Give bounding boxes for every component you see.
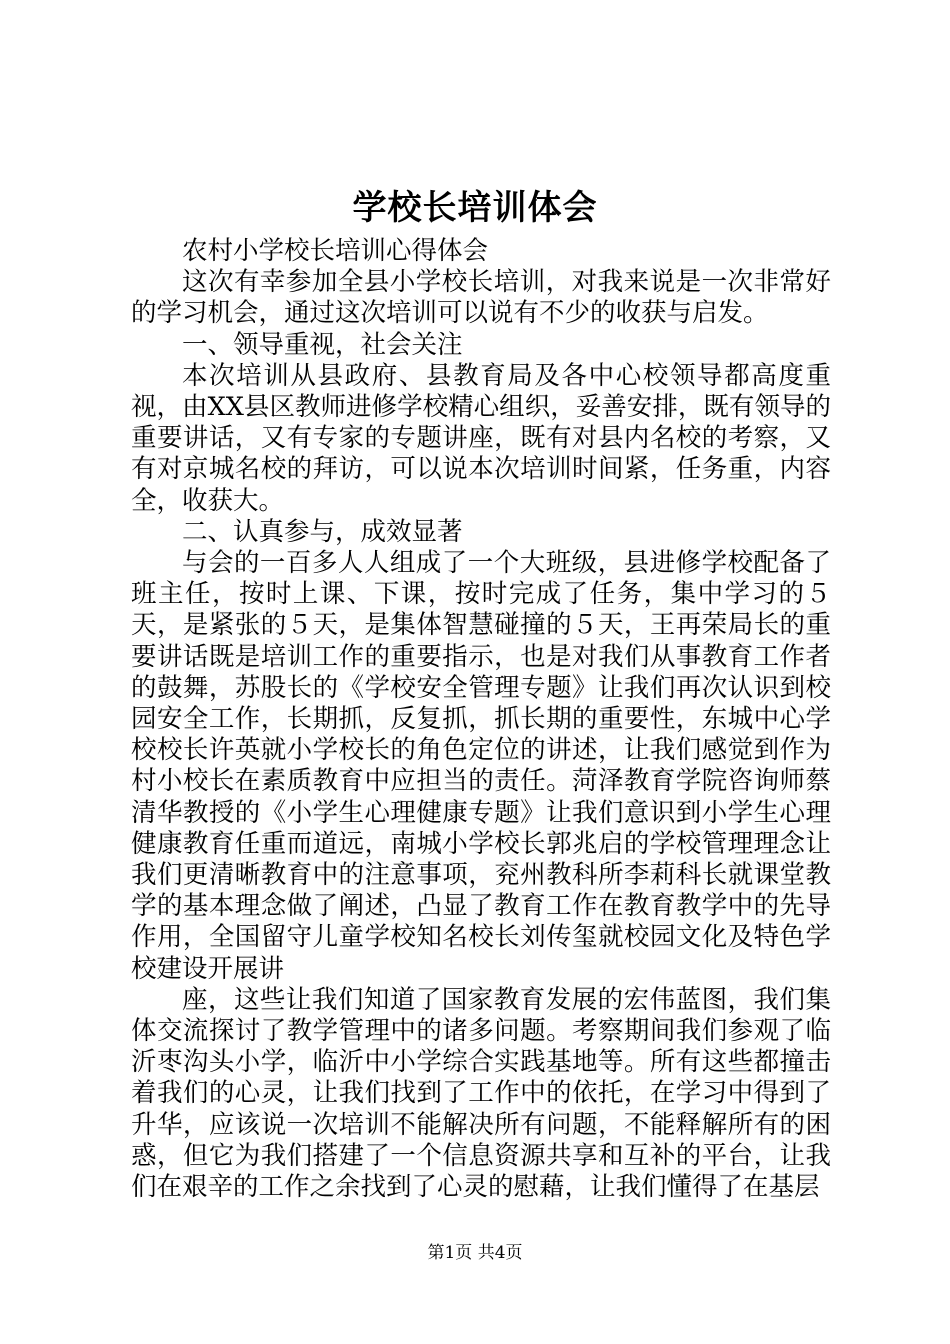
page-footer: 第1页 共4页: [427, 1243, 523, 1263]
section-heading-1: 一、领导重视，社会关注: [182, 329, 463, 360]
document-title: 学校长培训体会: [352, 188, 598, 228]
document-body: [131, 236, 831, 1203]
paragraph-continuation: 座，这些让我们知道了国家教育发展的宏伟蓝图，我们集体交流探讨了教学管理中的诸多问题。考察期间我们参观了临沂枣沟头小学，临沂中小学综合实践基地等。所有这些都撞击着我们的心灵，让我们找到了工作中的依托，在学习中得到了升华，应该说一次培训不能解决所有问题，不能释解所有的困惑，但它为我们搭建了一个信息资源共享和互补的平台，让我们在艰辛的工作之余找到了心灵的慰藉，让我们懂得了在基层: [131, 984, 831, 1203]
paragraph-section-2: 与会的一百多人人组成了一个大班级，县进修学校配备了班主任，按时上课、下课，按时完成了任务，集中学习的５天，是紧张的５天，是集体智慧碰撞的５天，王再荣局长的重要讲话既是培训工作的重要指示，也是对我们从事教育工作者的鼓舞，苏股长的《学校安全管理专题》让我们再次认识到校园安全工作，长期抓，反复抓，抓长期的重要性，东城中心学校校长许英就小学校长的角色定位的讲述，让我们感觉到作为村小校长在素质教育中应担当的责任。菏泽教育学院咨询师蔡清华教授的《小学生心理健康专题》让我们意识到小学生心理健康教育任重而道远，南城小学校长郭兆启的学校管理理念让我们更清晰教育中的注意事项，兖州教科所李莉科长就课堂教学的基本理念做了阐述，凸显了教育工作在教育教学中的先导作用，全国留守儿童学校知名校长刘传玺就校园文化及特色学校建设开展讲: [131, 548, 831, 984]
paragraph-intro: 这次有幸参加全县小学校长培训，对我来说是一次非常好的学习机会，通过这次培训可以说有不少的收获与启发。: [131, 267, 831, 329]
paragraph-subtitle: 农村小学校长培训心得体会: [182, 236, 489, 266]
paragraph-section-1: 本次培训从县政府、县教育局及各中心校领导都高度重视，由XX县区教师进修学校精心组织，妥善安排，既有领导的重要讲话，又有专家的专题讲座，既有对县内名校的考察，又有对京城名校的拜访，可以说本次培训时间紧，任务重，内容全，收获大。: [131, 360, 831, 516]
section-heading-2: 二、认真参与，成效显著: [182, 516, 463, 547]
